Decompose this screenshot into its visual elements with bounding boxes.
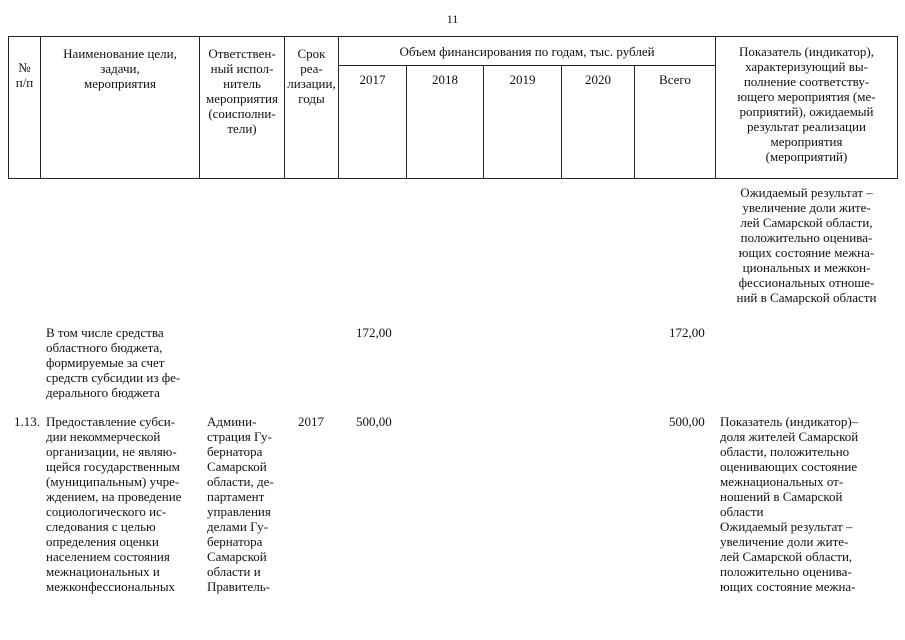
header-indicator: Показатель (индикатор), характеризующий вы- полнение соответству- ющего мероприятия (ме- роприятий), ожидаемый результат реализации мероприятия (мероприятий): [737, 44, 876, 164]
header-total: Всего: [659, 72, 691, 87]
header-bottom-border: [8, 178, 897, 179]
page-number: 11: [446, 12, 459, 26]
header-year-2018: 2018: [432, 72, 458, 87]
header-no: № п/п: [15, 60, 34, 90]
header-executor: Ответствен- ный испол- нитель мероприятия (соисполни- тели): [205, 46, 278, 136]
row2-number: 1.13.: [14, 414, 40, 429]
header-funding: Объем финансирования по годам, тыс. рублей: [399, 44, 655, 59]
row2-executor: Админи- страция Гу- бернатора Самарской области, де- партамент управления делами Гу- бернатора Самарской области и Правитель-: [207, 414, 274, 594]
header-name: Наименование цели, задачи, мероприятия: [63, 46, 177, 91]
row2-indicator: Показатель (индикатор)– доля жителей Самарской области, положительно оценивающих состояние межнациональных от- ношений в Самарской области Ожидаемый результат – увеличение доли жите- лей Самарской области, положительно оценива- ющих состояние межна-: [720, 414, 859, 594]
header-term: Срок реа- лизации, годы: [287, 46, 336, 106]
row2-total: 500,00: [669, 414, 705, 429]
col-border-right: [897, 36, 898, 179]
row1-2017: 172,00: [356, 325, 392, 340]
table-top-border: [8, 36, 897, 37]
year-subheader-rule: [338, 65, 715, 66]
col-border-left: [8, 36, 9, 179]
header-year-2020: 2020: [585, 72, 611, 87]
row2-term: 2017: [298, 414, 324, 429]
row0-indicator: Ожидаемый результат – увеличение доли жите- лей Самарской области, положительно оценива- ющих состояние межна- циональных и межкон- фессиональных отноше- ний в Самарской области: [736, 185, 877, 305]
row1-name: В том числе средства областного бюджета, формируемые за счет средств субсидии из фе- дерального бюджета: [46, 325, 181, 400]
row2-2017: 500,00: [356, 414, 392, 429]
row2-name: Предоставление субси- дии некоммерческой организации, не являю- щейся государственным (муниципальным) учре- ждением, на проведение социологического ис- следования с целью определения оценки населением состояния межнациональных и межконфессиональных: [46, 414, 182, 594]
header-year-2019: 2019: [509, 72, 536, 87]
header-year-2017: 2017: [359, 72, 386, 87]
row1-total: 172,00: [669, 325, 705, 340]
program-table: [0, 36, 905, 640]
